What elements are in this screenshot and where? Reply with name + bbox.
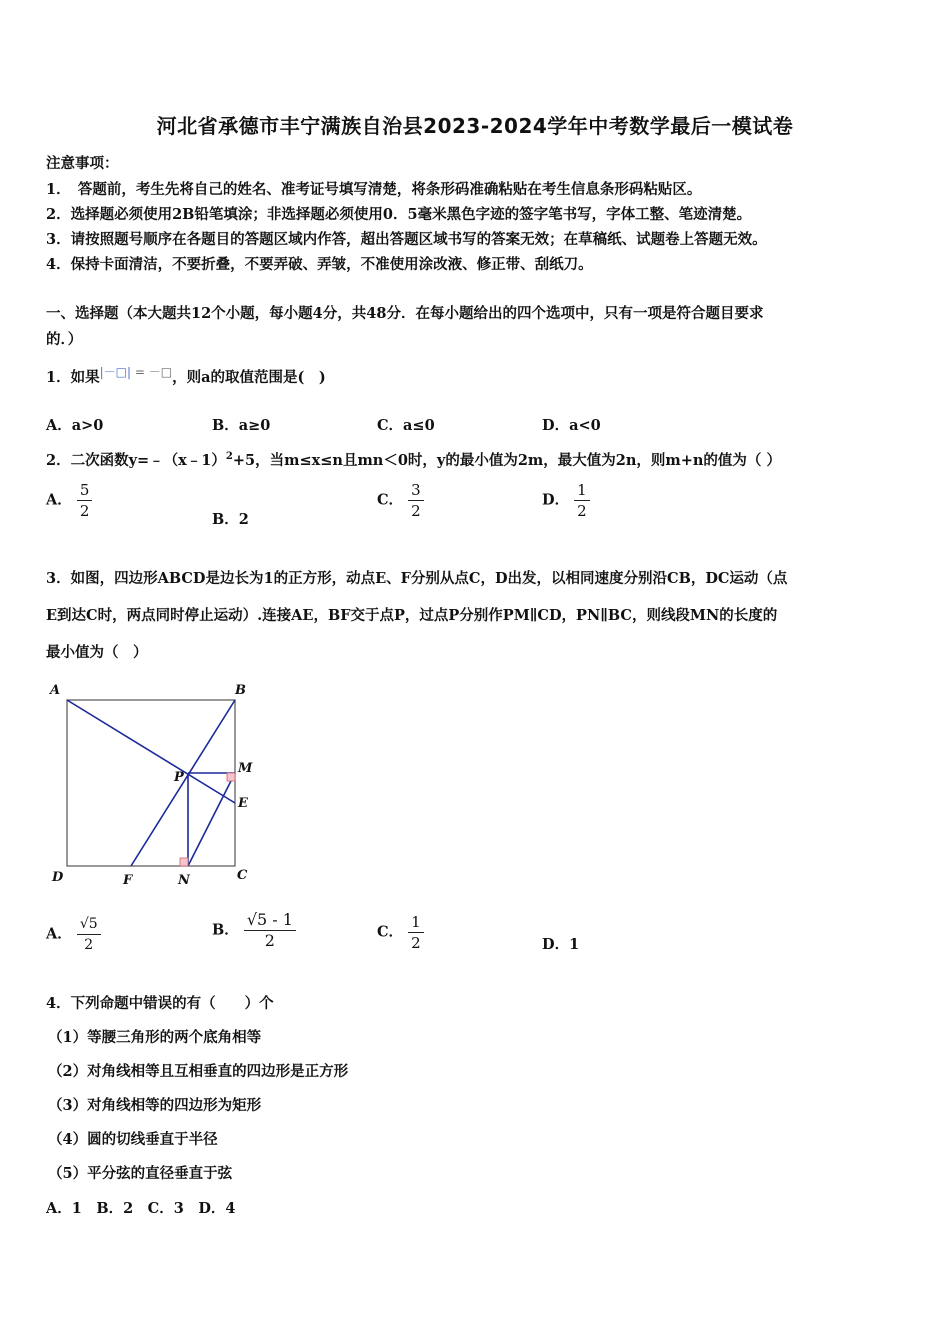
q4-item-5: （5）平分弦的直径垂直于弦 (48, 1165, 233, 1182)
right-angle-m (227, 773, 235, 781)
q4-item-1: （1）等腰三角形的两个底角相等 (48, 1029, 262, 1046)
q2-option-a-label: A． (46, 491, 72, 509)
q2-option-d-denominator: 2 (577, 502, 587, 520)
question-1-formula-right: = －□ (134, 365, 173, 379)
question-2-text-a: 2．二次函数y=﹣（x﹣1） (46, 452, 226, 469)
label-a: A (50, 683, 61, 698)
q2-option-a-fraction (77, 480, 93, 521)
q2-option-d-label: D． (542, 491, 570, 509)
q2-option-a-denominator: 2 (79, 502, 90, 520)
section-heading-line2: 的．） (46, 331, 83, 348)
q3-option-a-fraction (77, 914, 101, 955)
q2-option-c-numerator: 3 (408, 480, 424, 501)
q4-item-4: （4）圆的切线垂直于半径 (48, 1131, 218, 1148)
q3-option-a-denominator: 2 (84, 937, 94, 953)
question-3-line1: 3．如图，四边形ABCD是边长为1的正方形，动点E、F分别从点C，D出发，以相同速度分别沿CB，DC运动（点 (46, 570, 788, 587)
label-f: F (123, 873, 133, 888)
q2-option-d (542, 480, 590, 521)
q4-options: A．1 B．2 C．3 D．4 (46, 1200, 236, 1217)
question-3-line2: E到达C时，两点同时停止运动）.连接AE，BF交于点P，过点P分别作PM∥CD，PN∥BC，则线段MN的长度的 (46, 607, 778, 624)
label-m: M (238, 761, 253, 776)
question-2-stem (46, 449, 781, 470)
q2-option-b: B．2 (212, 511, 249, 528)
q3-option-b (212, 910, 296, 951)
q3-option-b-denominator: 2 (264, 931, 275, 950)
notice-item-1: 1． 答题前，考生先将自己的姓名、准考证号填写清楚，将条形码准确粘贴在考生信息条形码粘贴区。 (46, 181, 702, 198)
q3-option-c-label: C． (377, 923, 404, 941)
label-d: D (52, 870, 64, 885)
q4-item-3: （3）对角线相等的四边形为矩形 (48, 1097, 262, 1114)
question-2-text-b: +5，当m≤x≤n且mn＜0时，y的最小值为2m，最大值为2n，则m+n的值为（ ） (232, 452, 781, 469)
label-n: N (178, 873, 190, 888)
q2-option-c-fraction (408, 480, 424, 521)
q2-option-c (377, 480, 424, 521)
q3-option-b-fraction (244, 910, 296, 951)
notice-heading: 注意事项： (46, 155, 119, 172)
q3-option-c (377, 912, 424, 953)
question-1-formula-left: |－□| (99, 365, 132, 379)
label-e: E (238, 796, 248, 811)
q3-option-c-fraction (408, 912, 424, 953)
q1-option-b: B．a≥0 (212, 417, 271, 434)
question-1-stem (46, 366, 326, 387)
notice-item-4: 4．保持卡面清洁，不要折叠，不要弄破、弄皱，不准使用涂改液、修正带、刮纸刀。 (46, 256, 593, 273)
page-title: 河北省承德市丰宁满族自治县2023-2024学年中考数学最后一模试卷 (156, 114, 794, 138)
q2-option-d-numerator: 1 (574, 480, 590, 501)
q4-item-2: （2）对角线相等且互相垂直的四边形是正方形 (48, 1063, 349, 1080)
question-1-suffix: ，则a的取值范围是( ) (172, 369, 326, 386)
q3-option-a-label: A． (46, 925, 72, 943)
question-1-formula (100, 365, 172, 379)
question-1-prefix: 1．如果 (46, 369, 100, 386)
square-figure (40, 678, 270, 893)
question-4-stem: 4．下列命题中错误的有（ ）个 (46, 995, 274, 1012)
question-3-line3: 最小值为（ ） (46, 644, 148, 661)
q2-option-d-fraction (574, 480, 590, 521)
question-2-sup: 2 (225, 451, 233, 463)
section-heading-line1: 一、选择题（本大题共12个小题，每小题4分，共48分．在每小题给出的四个选项中，只有一项是符合题目要求 (46, 305, 764, 322)
q3-option-b-label: B． (212, 921, 239, 939)
q3-option-a-numerator: √5 (77, 914, 101, 935)
q2-option-c-label: C． (377, 491, 404, 509)
q3-option-b-numerator: √5 - 1 (244, 910, 296, 931)
square-abcd (67, 700, 235, 866)
q2-option-a (46, 480, 92, 521)
label-b: B (235, 683, 246, 698)
notice-item-2: 2．选择题必须使用2B铅笔填涂；非选择题必须使用0．5毫米黑色字迹的签字笔书写，字体工整、笔迹清楚。 (46, 206, 752, 223)
q1-option-d: D．a<0 (542, 417, 601, 434)
notice-item-3: 3．请按照题号顺序在各题目的答题区域内作答，超出答题区域书写的答案无效；在草稿纸、试题卷上答题无效。 (46, 231, 767, 248)
q2-option-a-numerator: 5 (77, 480, 93, 501)
label-c: C (237, 868, 248, 883)
q3-option-d: D．1 (542, 936, 580, 953)
q3-option-c-denominator: 2 (411, 934, 421, 952)
q3-option-a (46, 914, 101, 955)
q1-option-a: A．a>0 (46, 417, 104, 434)
q1-option-c: C．a≤0 (377, 417, 435, 434)
right-angle-n (180, 858, 188, 866)
label-p: P (174, 770, 184, 785)
q2-option-c-denominator: 2 (411, 502, 421, 520)
segment-ae (67, 700, 235, 803)
segment-mn (188, 773, 235, 866)
q3-option-c-numerator: 1 (408, 912, 424, 933)
